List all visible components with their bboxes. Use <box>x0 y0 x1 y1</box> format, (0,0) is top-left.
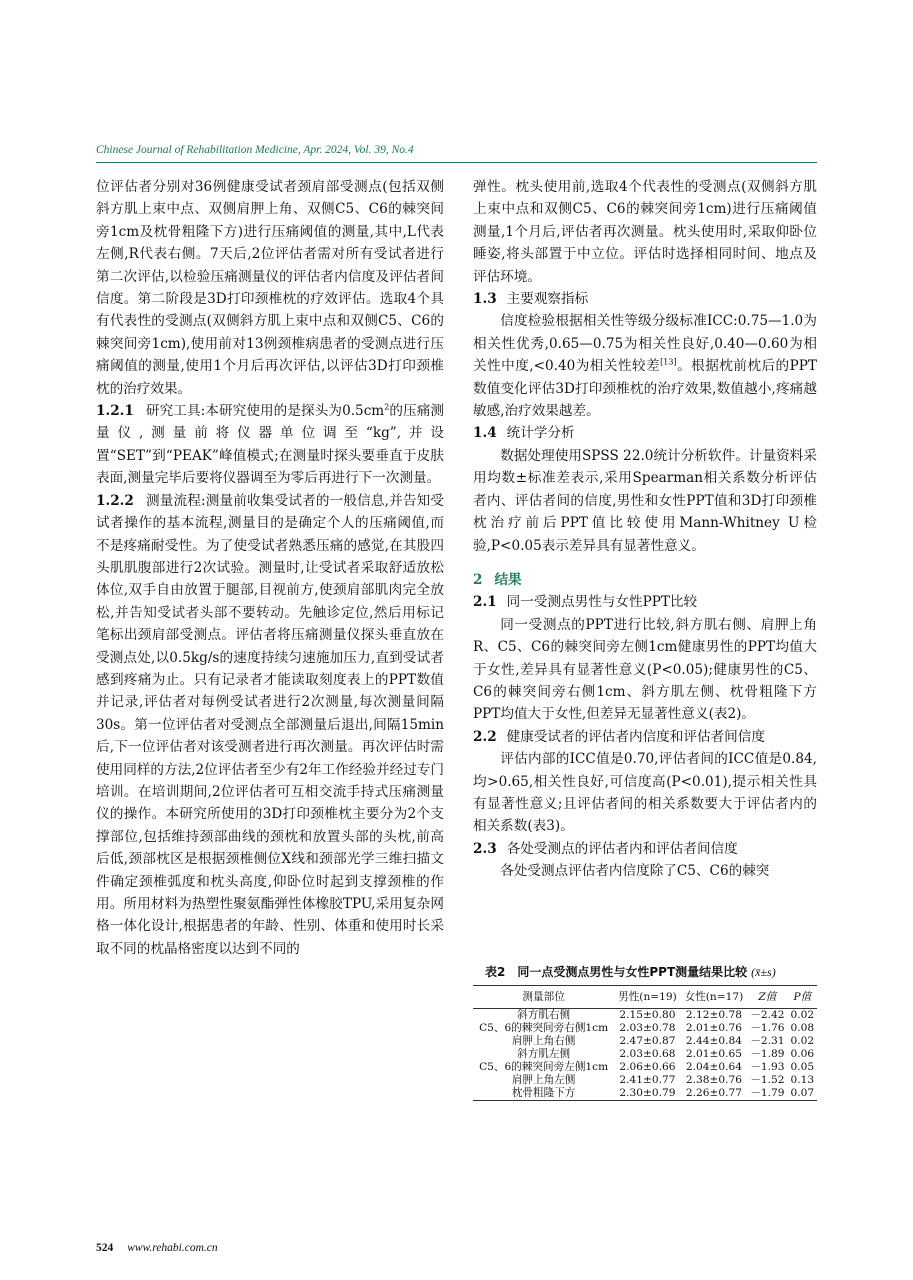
ppt-table <box>473 985 817 1101</box>
cell-male: 2.47±0.87 <box>619 1035 676 1047</box>
cell-male: 2.03±0.78 <box>619 1022 676 1034</box>
cell-male: 2.30±0.79 <box>619 1087 676 1099</box>
superscript: 2 <box>384 402 390 412</box>
paragraph-text-cont: 。根据枕前枕后的PPT数值变化评估3D打印颈椎枕的治疗效果,数值越小,疼痛越敏感,治疗效果越差。 <box>473 358 817 420</box>
paragraph-ppt-compare: 同一受测点的PPT进行比较,斜方肌右侧、肩胛上角R、C5、C6的棘突间旁左侧1cm健康男性的PPT均值大于女性,差异具有显著性意义(P<0.05);健康男性的C5、C6的棘突间旁右侧1cm、斜方肌左侧、枕骨粗隆下方PPT均值大于女性,但差异无显著性意义(表2)。 <box>473 616 817 723</box>
section-1-3-heading <box>473 288 817 310</box>
section-title: 结果 <box>494 571 522 588</box>
section-number: 1.2.1 <box>96 403 134 420</box>
section-text: 测量流程:测量前收集受试者的一般信息,并告知受试者操作的基本流程,测量目的是确定个人的压痛阈值,而不是疼痛耐受性。为了使受试者熟悉压痛的感觉,在其股四头肌肌腹部进行2次试验。测量时,让受试者采取舒适放松体位,双手自由放置于腿部,目视前方,使颈肩部肌肉完全放松,并告知受试者头部不要转动。先触诊定位,然后用标记笔标出颈肩部受测点。评估者将压痛测量仪探头垂直放在受测点处,以0.5kg/s的速度持续匀速施加压力,直到受试者感到疼痛为止。只有记录者才能读取刻度表上的PPT数值并记录,评估者对每例受试者进行2次测量,每次测量间隔30s。第一位评估者对受测点全部测量后退出,间隔15min后,下一位评估者对该受测者进行再次测量。再次评估时需使用同样的方法,2位评估者至少有2年工作经验并经过专门培训。在培训期间,2位评估者可互相交流手持式压痛测量仪的操作。本研究所使用的3D打印颈椎枕主要分为2个支撑部位,包括维持颈部曲线的颈枕和放置头部的头枕,前高后低,颈部枕区是根据颈椎侧位X线和颈部光学三维扫描文件确定颈椎弧度和枕头高度,仰卧位时起到支撑颈椎的作用。所用材料为热塑性聚氨酯弹性体橡胶TPU,采用复杂网格一体化设计,根据患者的年龄、性别、体重和使用时长采取不同的枕晶格密度以达到不同的 <box>96 492 444 957</box>
table-row <box>473 1009 817 1023</box>
section-number: 2 <box>473 571 483 588</box>
paragraph-reliability: 评估内部的ICC值是0.70,评估者间的ICC值是0.84,均>0.65,相关性良好,可信度高(P<0.01),提示相关性具有显著性意义;且评估者间的相关系数要大于评估者内的相关系数(表3)。 <box>473 751 817 835</box>
cell-female: 2.26±0.77 <box>685 1087 742 1099</box>
section-title: 各处受测点的评估者内和评估者间信度 <box>506 840 738 857</box>
cell-p: 0.06 <box>790 1048 815 1060</box>
cell-p: 0.02 <box>790 1035 815 1047</box>
section-1-4-heading <box>473 422 817 444</box>
section-1-2-1 <box>96 400 444 490</box>
table-row <box>473 1074 817 1087</box>
cell-z: －1.76 <box>750 1022 785 1034</box>
cell-female: 2.38±0.76 <box>685 1074 742 1086</box>
cell-z: －1.89 <box>750 1048 785 1060</box>
cell-female: 2.44±0.84 <box>685 1035 742 1047</box>
cell-female: 2.12±0.78 <box>685 1009 742 1021</box>
cell-p: 0.08 <box>790 1022 815 1034</box>
table-caption <box>473 963 817 985</box>
table-row <box>473 1048 817 1061</box>
paragraph-methods-stage: 位评估者分别对36例健康受试者颈肩部受测点(包括双侧斜方肌上束中点、双侧肩胛上角、双侧C5、C6的棘突间旁1cm及枕骨粗隆下方)进行压痛阈值的测量,其中,L代表左侧,R代表右侧。7天后,2位评估者需对所有受试者进行第二次评估,以检验压痛测量仪的评估者内信度及评估者间信度。第二阶段是3D打印颈椎枕的疗效评估。选取4个具有代表性的受测点(双侧斜方肌上束中点和双侧C5、C6的棘突间旁1cm),使用前对13例颈椎病患者的受测点进行压痛阈值的测量,使用1个月后再次评估,以评估3D打印颈椎枕的治疗效果。 <box>96 179 444 397</box>
citation-ref: [13] <box>660 357 677 367</box>
table-caption-text: 表2 同一点受测点男性与女性PPT测量结果比较 <box>485 965 748 979</box>
cell-female: 2.01±0.76 <box>685 1022 742 1034</box>
section-title: 健康受试者的评估者内信度和评估者间信度 <box>506 728 765 745</box>
section-text-cont: 的压痛测量仪,测量前将仪器单位调至“kg”,并设置“SET”到“PEAK”峰值模式;在测量时探头要垂直于皮肤表面,测量完毕后要将仪器调至为零后再进行下一次测量。 <box>96 403 445 487</box>
cell-site: 肩胛上角右侧 <box>511 1035 576 1047</box>
table-row <box>473 1022 817 1035</box>
cell-male: 2.06±0.66 <box>619 1061 676 1073</box>
cell-site: 斜方肌右侧 <box>517 1009 571 1021</box>
cell-z: －1.93 <box>750 1061 785 1073</box>
page-footer <box>96 1240 218 1254</box>
col-header-male: 男性(n=19) <box>618 991 677 1003</box>
table-header-row <box>473 986 817 1009</box>
cell-p: 0.02 <box>790 1009 815 1021</box>
header-rule <box>96 162 817 163</box>
col-header-female: 女性(n=17) <box>684 991 744 1003</box>
journal-url: www.rehabi.com.cn <box>127 1242 218 1254</box>
paragraph-stats: 数据处理使用SPSS 22.0统计分析软件。计量资料采用均数±标准差表示,采用Spearman相关系数分析评估者内、评估者间的信度,男性和女性PPT值和3D打印颈椎枕治疗前后PPT值比较使用Mann-Whitney U检验,P<0.05表示差异具有显著性意义。 <box>473 447 817 554</box>
section-number: 2.1 <box>473 594 497 611</box>
cell-z: －2.42 <box>750 1009 785 1021</box>
cell-z: －1.79 <box>750 1087 785 1099</box>
paragraph-site-reliability: 各处受测点评估者内信度除了C5、C6的棘突 <box>500 863 770 880</box>
running-header: Chinese Journal of Rehabilitation Medicine, Apr. 2024, Vol. 39, No.4 <box>96 144 414 156</box>
section-1-2-2 <box>96 490 444 961</box>
cell-p: 0.13 <box>790 1074 815 1086</box>
table-2 <box>473 963 817 1101</box>
section-2-1-heading <box>473 591 817 613</box>
table-row <box>473 1087 817 1101</box>
cell-p: 0.05 <box>790 1061 815 1073</box>
right-column <box>473 176 817 883</box>
table-row <box>473 1061 817 1074</box>
section-number: 1.4 <box>473 425 497 442</box>
cell-male: 2.41±0.77 <box>619 1074 676 1086</box>
paragraph-pillow: 弹性。枕头使用前,选取4个代表性的受测点(双侧斜方肌上束中点和双侧C5、C6的棘突间旁1cm)进行压痛阈值测量,1个月后,评估者再次测量。枕头使用时,采取仰卧位睡姿,将头部置于中立位。评估时选择相同时间、地点及评估环境。 <box>473 179 817 285</box>
section-number: 1.3 <box>473 291 497 308</box>
col-header-site: 测量部位 <box>522 991 565 1003</box>
cell-male: 2.03±0.68 <box>619 1048 676 1060</box>
section-number: 1.2.2 <box>96 492 134 509</box>
col-header-z: Z值 <box>758 991 777 1003</box>
paragraph-icc <box>473 310 817 422</box>
page-number: 524 <box>96 1242 114 1254</box>
section-text: 研究工具:本研究使用的是探头为0.5cm <box>145 403 385 420</box>
section-number: 2.2 <box>473 728 497 745</box>
left-column <box>96 176 444 960</box>
section-title: 主要观察指标 <box>506 291 589 308</box>
section-title: 统计学分析 <box>506 425 575 442</box>
cell-site: C5、6的棘突间旁左侧1cm <box>479 1061 609 1073</box>
cell-female: 2.01±0.65 <box>685 1048 742 1060</box>
section-2-2-heading <box>473 726 817 748</box>
cell-p: 0.07 <box>790 1087 815 1099</box>
section-2-heading <box>473 569 817 591</box>
cell-z: －1.52 <box>750 1074 785 1086</box>
cell-z: －2.31 <box>750 1035 785 1047</box>
section-title: 同一受测点男性与女性PPT比较 <box>506 594 698 611</box>
cell-male: 2.15±0.80 <box>619 1009 676 1021</box>
table-row <box>473 1035 817 1048</box>
cell-female: 2.04±0.64 <box>685 1061 742 1073</box>
paragraph-text: 信度检验根据相关性等级分级标准ICC:0.75—1.0为相关性优秀,0.65—0.75为相关性良好,0.40—0.60为相关性中度,<0.40为相关性较差 <box>473 313 817 375</box>
cell-site: 枕骨粗隆下方 <box>511 1087 576 1099</box>
table-caption-stat: (x̄±s) <box>751 965 776 979</box>
section-2-3-heading <box>473 838 817 860</box>
col-header-p: P值 <box>793 991 812 1003</box>
section-number: 2.3 <box>473 840 497 857</box>
cell-site: C5、6的棘突间旁右侧1cm <box>479 1022 609 1034</box>
cell-site: 斜方肌左侧 <box>517 1048 571 1060</box>
cell-site: 肩胛上角左侧 <box>511 1074 576 1086</box>
